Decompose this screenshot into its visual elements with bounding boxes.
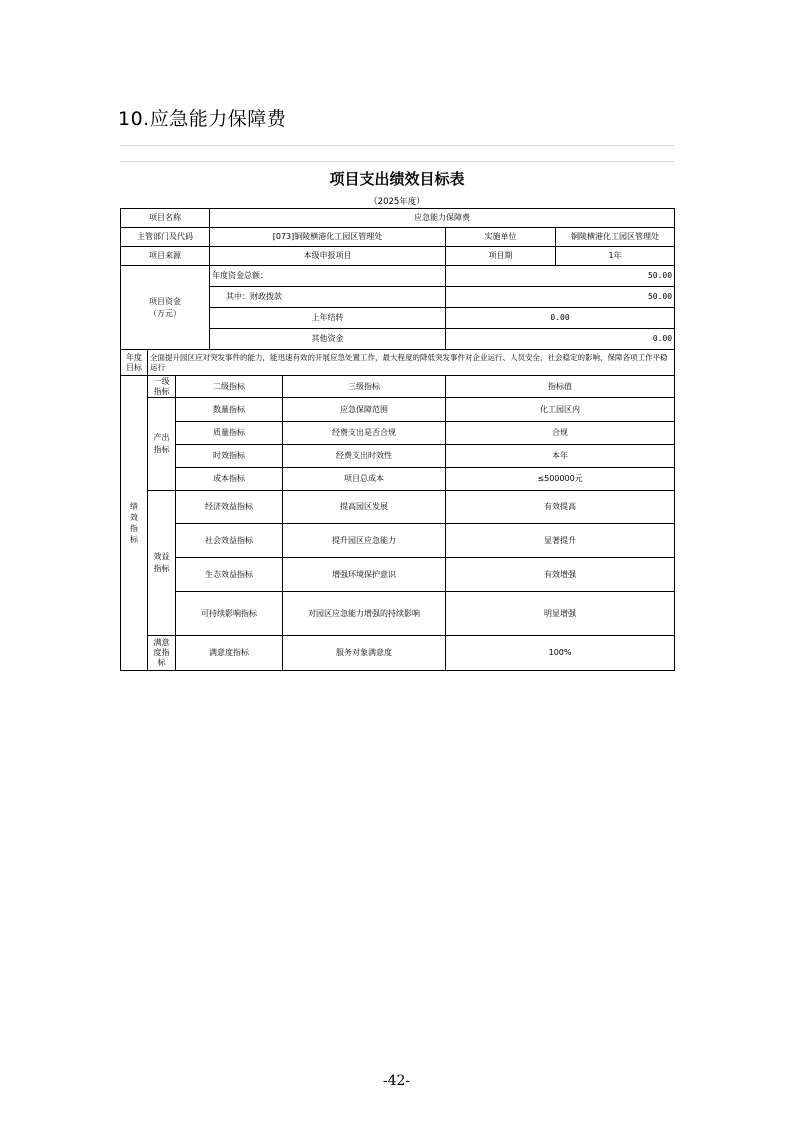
output-value: 本年 bbox=[446, 445, 675, 468]
table-row bbox=[121, 350, 675, 376]
table-row bbox=[121, 445, 675, 468]
carryover-value: 0.00 bbox=[446, 308, 675, 329]
benefit-l2: 可持续影响指标 bbox=[176, 592, 283, 636]
level2-header: 二级指标 bbox=[176, 376, 283, 398]
table-title: 项目支出绩效目标表 bbox=[120, 161, 674, 194]
benefit-value: 显著提升 bbox=[446, 524, 675, 558]
table-row bbox=[121, 422, 675, 445]
output-value: 化工园区内 bbox=[446, 398, 675, 422]
department-label: 主管部门及代码 bbox=[121, 228, 210, 247]
funds-label: 项目资金 （万元） bbox=[121, 266, 210, 350]
sheet-top-strip bbox=[120, 145, 674, 161]
benefit-l3: 增强环境保护意识 bbox=[283, 558, 446, 592]
output-l3: 应急保障范围 bbox=[283, 398, 446, 422]
table-year: （2025年度） bbox=[369, 197, 425, 207]
table-row bbox=[121, 228, 675, 247]
fiscal-value: 50.00 bbox=[446, 287, 675, 308]
table-row bbox=[121, 468, 675, 491]
benefit-label: 效益 指标 bbox=[148, 491, 176, 636]
other-label: 其他资金 bbox=[210, 329, 446, 350]
carryover-label: 上年结转 bbox=[210, 308, 446, 329]
implementer-value: 铜陵横港化工园区管理处 bbox=[556, 228, 675, 247]
table-row bbox=[121, 558, 675, 592]
output-label: 产出 指标 bbox=[148, 398, 176, 491]
fiscal-label: 其中：财政拨款 bbox=[210, 287, 446, 308]
benefit-l3: 对园区应急能力增强的持续影响 bbox=[283, 592, 446, 636]
benefit-l2: 生态效益指标 bbox=[176, 558, 283, 592]
performance-sheet bbox=[120, 145, 674, 671]
satisfaction-l3: 服务对象满意度 bbox=[283, 636, 446, 671]
table-row bbox=[121, 398, 675, 422]
level3-header: 三级指标 bbox=[283, 376, 446, 398]
table-row bbox=[121, 266, 675, 287]
annual-goal-text: 全面提升园区应对突发事件的能力，能迅速有效的开展应急处置工作，最大程度的降低突发事件对企业运行、人员安全、社会稳定的影响，保障各项工作平稳运行 bbox=[148, 350, 675, 376]
implementer-label: 实施单位 bbox=[446, 228, 556, 247]
output-l3: 经费支出时效性 bbox=[283, 445, 446, 468]
table-row bbox=[121, 636, 675, 671]
performance-table bbox=[120, 208, 675, 671]
source-value: 本级申报项目 bbox=[210, 247, 446, 266]
output-l2: 质量指标 bbox=[176, 422, 283, 445]
annual-total-label: 年度资金总额： bbox=[210, 266, 446, 287]
benefit-l3: 提高园区发展 bbox=[283, 491, 446, 524]
benefit-value: 有效增强 bbox=[446, 558, 675, 592]
table-row bbox=[121, 524, 675, 558]
table-row bbox=[121, 376, 675, 398]
perf-label: 绩 效 指 标 bbox=[121, 376, 148, 671]
annual-total-value: 50.00 bbox=[446, 266, 675, 287]
benefit-value: 明显增强 bbox=[446, 592, 675, 636]
period-label: 项目期 bbox=[446, 247, 556, 266]
value-header: 指标值 bbox=[446, 376, 675, 398]
benefit-value: 有效提高 bbox=[446, 491, 675, 524]
department-value: [073]铜陵横港化工园区管理处 bbox=[210, 228, 446, 247]
table-row bbox=[121, 491, 675, 524]
table-row bbox=[121, 247, 675, 266]
annual-goal-label: 年度 目标 bbox=[121, 350, 148, 376]
other-value: 0.00 bbox=[446, 329, 675, 350]
output-l2: 成本指标 bbox=[176, 468, 283, 491]
section-heading: 10.应急能力保障费 bbox=[118, 108, 287, 130]
table-row bbox=[121, 592, 675, 636]
table-row bbox=[121, 209, 675, 228]
output-l3: 经费支出是否合规 bbox=[283, 422, 446, 445]
period-value: 1年 bbox=[556, 247, 675, 266]
satisfaction-value: 100% bbox=[446, 636, 675, 671]
output-l2: 数量指标 bbox=[176, 398, 283, 422]
benefit-l2: 社会效益指标 bbox=[176, 524, 283, 558]
level1-header: 一级 指标 bbox=[148, 376, 176, 398]
satisfaction-label: 满意 度指 标 bbox=[148, 636, 176, 671]
output-l3: 项目总成本 bbox=[283, 468, 446, 491]
page-number: -42- bbox=[382, 1073, 411, 1089]
project-name-label: 项目名称 bbox=[121, 209, 210, 228]
benefit-l3: 提升园区应急能力 bbox=[283, 524, 446, 558]
benefit-l2: 经济效益指标 bbox=[176, 491, 283, 524]
satisfaction-l2: 满意度指标 bbox=[176, 636, 283, 671]
project-name-value: 应急能力保障费 bbox=[210, 209, 675, 228]
output-l2: 时效指标 bbox=[176, 445, 283, 468]
output-value: 合规 bbox=[446, 422, 675, 445]
source-label: 项目来源 bbox=[121, 247, 210, 266]
output-value: ≤500000元 bbox=[446, 468, 675, 491]
